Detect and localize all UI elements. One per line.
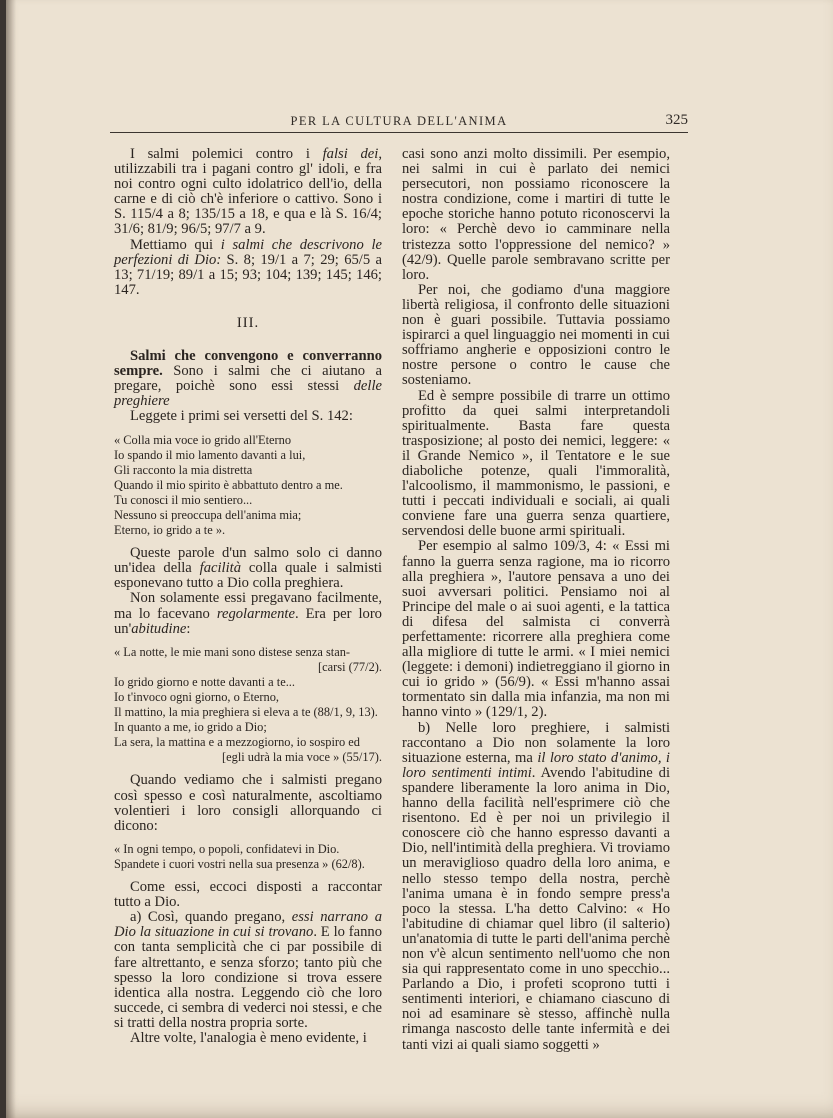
paragraph-situation: a) Così, quando pregano, essi narrano a Dio la situazione in cui si trovano. E lo fanno con tanta semplicità che ci par possibile di fare altrettanto, e senza sforzo; tanto più che spesso la loro condizione si trova essere identica alla nostra. Leggendo ciò che loro succede, ci sembra di vederci noi stessi, e che si tratti della nostra propria sorte. xyxy=(114,909,383,1031)
quote-line: « La notte, le mie mani sono distese senza stan- xyxy=(114,644,351,659)
paragraph-read-psalm: Leggete i primi sei versetti del S. 142: xyxy=(130,408,353,425)
quote-line: Io spando il mio lamento davanti a lui, xyxy=(114,447,306,462)
paragraph-facility: Queste parole d'un salmo solo ci danno un'idea della facilità colla quale i salmisti esponevano tutto a Dio colla preghiera. xyxy=(114,545,382,592)
paragraph-perfections: Mettiamo qui i salmi che descrivono le perfezioni di Dio: S. 8; 19/1 a 7; 29; 65/5 a 13; 71/19; 89/1 a 15; 93; 104; 139; 145; 146; 147. xyxy=(114,236,382,298)
quote-line: Gli racconto la mia distretta xyxy=(114,462,253,477)
right-column xyxy=(402,147,670,1053)
quote-line: Spandete i cuori vostri nella sua presenza » (62/8). xyxy=(114,856,365,871)
paragraph-spiritual: Ed è sempre possibile di trarre un ottimo profitto da quei salmi interpretandoli spiritualmente. Basta fare questa trasposizione; al posto dei nemici, leggere: « il Grande Nemico », il Tentatore e le sue diaboliche potenze, quali l'immoralità, l'alcoolismo, il mammonismo, le passioni, e tutti i peccati individuali e sociali, ai quali conviene fare una guerra senza quartiere, servendosi delle buone armi spirituali. xyxy=(402,387,670,540)
paragraph-psalm-109: Per esempio al salmo 109/3, 4: « Essi mi fanno la guerra senza ragione, ma io ricorro alla preghiera », l'autore pensava a uno dei suoi avversari politici. Pensiamo noi al Principe del male o ai suoi agenti, e la tattica di difesa del salmista ci converrà perfettamente: ricorrere alla preghiera come alla migliore di tutte le armi. « I miei nemici (leggete: i demoni) indietreggiano il giorno in cui io grido » (56/9). « Essi m'hanno assai tormentato sin dalla mia infanzia, ma non mi hanno vinto » (129/1, 2). xyxy=(402,538,670,721)
quote-line: « In ogni tempo, o popoli, confidatevi in Dio. xyxy=(114,841,340,856)
left-column xyxy=(114,147,382,1046)
header-rule xyxy=(110,132,688,133)
paragraph-habit: Non solamente essi pregavano facilmente, ma lo facevano regolarmente. Era per loro un'abitudine: xyxy=(114,590,382,637)
quote-line: « Colla mia voce io grido all'Eterno xyxy=(114,432,292,447)
paragraph-analogy: Altre volte, l'analogia è meno evidente, i xyxy=(130,1029,367,1046)
quote-night-prayer xyxy=(114,645,382,766)
quote-psalm-62 xyxy=(114,842,382,872)
quote-line: Tu conosci il mio sentiero... xyxy=(114,492,253,507)
book-page xyxy=(6,0,833,1118)
quote-line: [egli udrà la mia voce » (55/17). xyxy=(222,750,382,765)
paragraph-psalms-always: Salmi che convengono e converranno sempre. Sono i salmi che ci aiutano a pregare, poichè sono essi stessi delle preghiere xyxy=(114,348,382,410)
quote-line: In quanto a me, io grido a Dio; xyxy=(114,720,267,735)
paragraph-advice: Quando vediamo che i salmisti pregano così spesso e così naturalmente, ascoltiamo volentieri i loro consigli allorquando ci dicono: xyxy=(114,772,382,834)
section-heading: III. xyxy=(236,314,260,331)
paragraph-enemies: casi sono anzi molto dissimili. Per esempio, nei salmi in cui è parlato dei nemici persecutori, non possiamo riconoscere la nostra condizione, come i martiri di tutte le epoche storiche hanno potuto riconoscervi la loro: « Perchè devo io camminare nella tristezza sotto l'oppressione del nemico? » (42/9). Quelle parole sembravano scritte per loro. xyxy=(402,146,670,283)
paragraph-inner-feelings: b) Nelle loro preghiere, i salmisti raccontano a Dio non solamente la loro situazione esterna, ma il loro stato d'animo, i loro sentimenti intimi. Avendo l'abitudine di spandere liberamente la loro anima in Dio, hanno della facilità nell'esprimere ciò che risentono. Ed è per noi un privilegio il conoscere ciò che hanno espresso davanti a Dio, nell'intimità della preghiera. Vi troviamo un meraviglioso quadro della loro anima, e nello stesso tempo della nostra, perchè l'anima umana è in fondo sempre press'a poco la stessa. L'ha detto Calvino: « Ho l'abitudine di chiamar quel libro (il salterio) un'anatomia di tutte le parti dell'anima perchè non v'è alcun sentimento nell'uomo che non sia qui rappresentato come in uno specchio... Parlando a Dio, i profeti scoprono tutti i sentimenti interiori, e chiamano ciascuno di noi ad esaminare sè stesso, affinchè nulla rimanga nascosto delle tante infermità e dei tanti vizi ai quali siamo soggetti » xyxy=(402,719,670,1053)
paragraph-freedom: Per noi, che godiamo d'una maggiore libertà religiosa, il confronto delle situazioni non è guari possibile. Tuttavia possiamo ispirarci a quel linguaggio nei momenti in cui soffriamo angherie e opposizioni contro le nostre persone o contro le cause che sosteniamo. xyxy=(402,281,670,389)
paragraph-tell-all: Come essi, eccoci disposti a raccontar tutto a Dio. xyxy=(114,879,382,911)
quote-line: Io t'invoco ogni giorno, o Eterno, xyxy=(114,690,280,704)
quote-line: Quando il mio spirito è abbattuto dentro a me. xyxy=(114,477,343,492)
quote-line: La sera, la mattina e a mezzogiorno, io sospiro ed xyxy=(114,735,361,750)
running-header xyxy=(110,112,688,132)
quote-line: Eterno, io grido a te ». xyxy=(114,523,226,538)
quote-line: Nessuno si preoccupa dell'anima mia; xyxy=(114,507,302,522)
paragraph-false-gods: I salmi polemici contro i falsi dei, utilizzabili tra i pagani contro gl' idoli, e fra noi contro ogni culto idolatrico dell'io, della carne e di ciò ch'è inferiore o cattivo. Sono i S. 115/4 a 8; 135/15 a 18, e qua e là S. 16/4; 31/6; 81/9; 96/5; 97/7 a 9. xyxy=(114,146,382,238)
quote-line: Il mattino, la mia preghiera si eleva a te (88/1, 9, 13). xyxy=(114,705,378,720)
page-number: 325 xyxy=(665,112,688,128)
quote-psalm-142 xyxy=(114,433,382,539)
running-title: PER LA CULTURA DELL'ANIMA xyxy=(290,114,508,128)
quote-line: Io grido giorno e notte davanti a te... xyxy=(114,674,295,689)
quote-line: [carsi (77/2). xyxy=(318,659,382,674)
